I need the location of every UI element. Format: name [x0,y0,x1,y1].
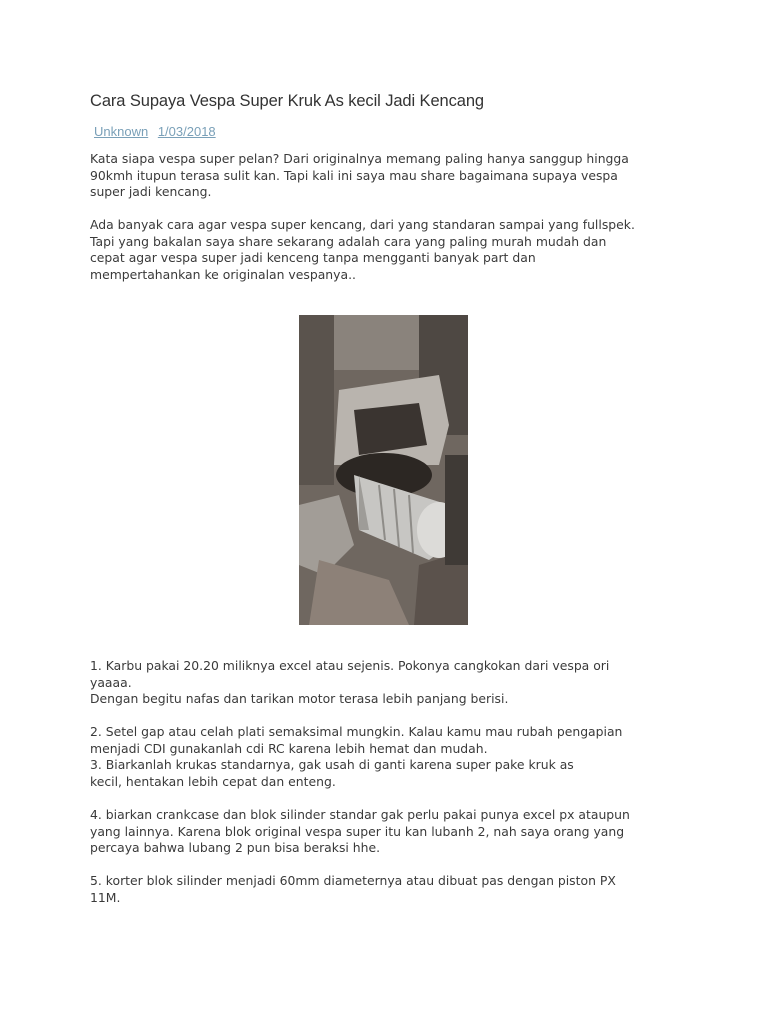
intro-paragraph-1: Kata siapa vespa super pelan? Dari originalnya memang paling hanya sanggup hingga 90kmh itupun terasa sulit kan. Tapi kali ini saya mau share bagaimana supaya vespa super jadi kencang. [90,151,629,199]
engine-photo [299,315,468,625]
author-link[interactable]: Unknown [94,124,149,139]
intro-paragraph-2: Ada banyak cara agar vespa super kencang, dari yang standaran sampai yang fullspek. Tapi yang bakalan saya share sekarang adalah cara yang paling murah mudah dan cepat agar vespa super jadi kenceng tanpa mengganti banyak part dan mempertahankan ke originalan vespanya.. [90,217,635,282]
article-meta [94,124,222,139]
engine-cylinder-image [299,315,468,625]
date-link[interactable]: 1/03/2018 [157,124,216,139]
step-2-3: 2. Setel gap atau celah plati semaksimal mungkin. Kalau kamu mau rubah pengapian menjadi CDI gunakanlah cdi RC karena lebih hemat dan mudah. 3. Biarkanlah krukas standarnya, gak usah di ganti karena super pake kruk as kecil, hentakan lebih cepat dan enteng. [90,724,623,789]
step-5: 5. korter blok silinder menjadi 60mm diameternya atau dibuat pas dengan piston PX 11M. [90,873,616,905]
step-4: 4. biarkan crankcase dan blok silinder standar gak perlu pakai punya excel px ataupun yang lainnya. Karena blok original vespa super itu kan lubanh 2, nah saya orang yang percaya bahwa lubang 2 pun bisa beraksi hhe. [90,807,630,855]
step-1: 1. Karbu pakai 20.20 miliknya excel atau sejenis. Pokonya cangkokan dari vespa ori yaaaa. Dengan begitu nafas dan tarikan motor terasa lebih panjang berisi. [90,658,610,706]
article-title: Cara Supaya Vespa Super Kruk As kecil Jadi Kencang [90,92,484,110]
